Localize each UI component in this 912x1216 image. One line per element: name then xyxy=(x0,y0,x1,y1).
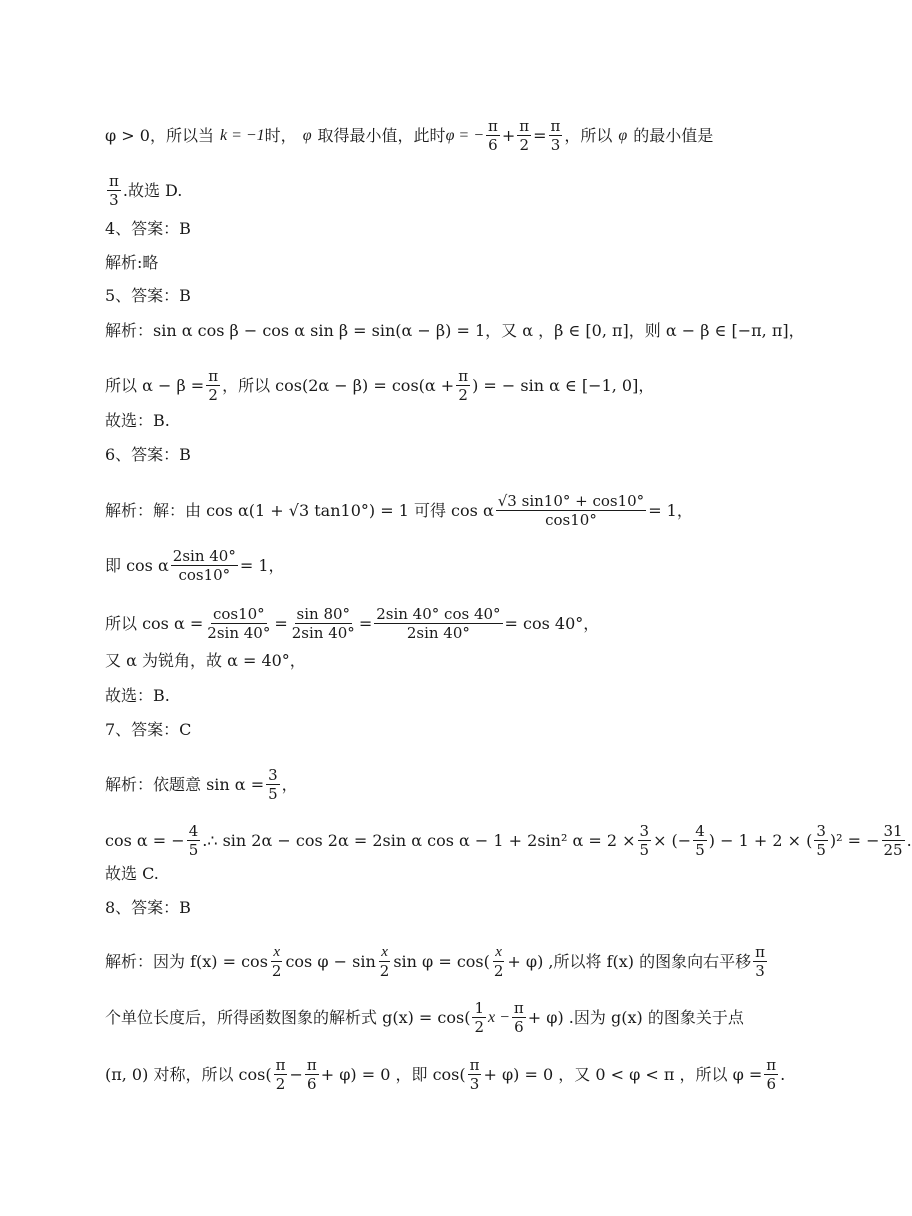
text: 解析：解：由 cos α(1 + √3 tan10°) = 1 可得 cos α xyxy=(105,500,494,520)
q3-solution-line-2 xyxy=(105,172,755,209)
text: = cos 40°， xyxy=(504,613,600,633)
q8-line-3 xyxy=(105,1056,786,1093)
fraction: $\frac{\sin 80^\circ}{2\sin 40^\circ}$ xyxy=(291,605,355,642)
q8-line-2 xyxy=(105,999,755,1036)
text: × (− xyxy=(653,830,692,850)
math: φ xyxy=(302,126,312,144)
text: cos φ − sin xyxy=(285,951,376,971)
fraction: $\frac{31}{25}$ xyxy=(883,822,903,859)
text: .故选 D. xyxy=(122,180,183,200)
q3-solution-line-1 xyxy=(105,117,755,154)
q7-line-1 xyxy=(105,766,755,803)
text: ) − 1 + 2 × ( xyxy=(708,830,813,850)
text: = xyxy=(358,613,373,633)
q4-explanation: 解析:略 xyxy=(105,253,159,272)
text: x − xyxy=(488,1008,510,1026)
fraction: $\frac{1}{2}$ xyxy=(474,999,485,1036)
fraction: $\frac{\pi}{3}$ xyxy=(109,172,119,209)
text: + φ) ,所以将 f(x) 的图象向右平移 xyxy=(507,951,752,971)
fraction: $\frac{\pi}{6}$ xyxy=(766,1056,777,1093)
fraction: $\frac{2\sin 40^\circ \cos 40^\circ}{2\sin 40^\circ}$ xyxy=(376,605,501,642)
fraction: $\frac{\pi}{6}$ xyxy=(513,999,524,1036)
fraction: $\frac{x}{2}$ xyxy=(493,944,504,980)
fraction: $\frac{\pi}{3}$ xyxy=(469,1056,480,1093)
fraction: $\frac{\pi}{2}$ xyxy=(275,1056,286,1093)
text: . xyxy=(780,1064,786,1084)
q4-answer: 4、答案：B xyxy=(105,219,191,238)
text: . xyxy=(906,830,912,850)
text: φ > 0，所以当 xyxy=(105,125,214,145)
q7-line-3: 故选 C. xyxy=(105,864,159,883)
q7-answer: 7、答案：C xyxy=(105,720,192,739)
text: 所以 α − β = xyxy=(105,375,205,395)
q6-line-1 xyxy=(105,492,755,529)
text: + φ) .因为 g(x) 的图象关于点 xyxy=(527,1007,744,1027)
text: = 1， xyxy=(239,555,285,575)
fraction: $\frac{\cos 10^\circ}{2\sin 40^\circ}$ xyxy=(207,605,271,642)
q5-answer: 5、答案：B xyxy=(105,286,191,305)
math: φ = − xyxy=(445,126,485,144)
text: − xyxy=(289,1064,303,1084)
text: ， xyxy=(281,774,298,794)
text: 所以 cos α = xyxy=(105,613,204,633)
fraction: $\frac{\pi}{6}$ xyxy=(488,117,498,154)
fraction: $\frac{\pi}{6}$ xyxy=(306,1056,317,1093)
text: sin φ = cos( xyxy=(393,951,490,971)
text: ) = − sin α ∈ [−1, 0]， xyxy=(472,375,655,395)
fraction: $\frac{\pi}{2}$ xyxy=(458,367,469,404)
text: 解析：因为 f(x) = cos xyxy=(105,951,268,971)
text: 取得最小值，此时 xyxy=(317,125,446,145)
text: cos α = − xyxy=(105,830,185,850)
q6-line-4: 又 α 为锐角，故 α = 40°， xyxy=(105,651,306,670)
q6-line-2 xyxy=(105,547,755,584)
text: 即 cos α xyxy=(105,555,169,575)
q5-line-2 xyxy=(105,367,755,404)
q7-line-2 xyxy=(105,822,912,859)
math: = xyxy=(533,125,547,145)
fraction: $\frac{3}{5}$ xyxy=(639,822,650,859)
math: k = −1 xyxy=(219,126,265,144)
text: + φ) = 0 ，即 cos( xyxy=(320,1064,466,1084)
fraction: $\frac{x}{2}$ xyxy=(379,944,390,980)
fraction: $\frac{\pi}{2}$ xyxy=(519,117,530,154)
q6-line-3 xyxy=(105,605,755,642)
fraction: $\frac{\pi}{2}$ xyxy=(208,367,219,404)
math: φ xyxy=(618,126,628,144)
text: .∴ sin 2α − cos 2α = 2sin α cos α − 1 + 2sin² α = 2 × xyxy=(202,830,636,850)
math: + xyxy=(501,125,516,145)
fraction: $\frac{4}{5}$ xyxy=(695,822,705,859)
fraction: $\frac{\pi}{3}$ xyxy=(755,943,765,980)
q5-line-1: 解析：sin α cos β − cos α sin β = sin(α − β) = 1，又 α ，β ∈ [0, π]，则 α − β ∈ [−π, π]， xyxy=(105,321,805,340)
text: ，所以 xyxy=(564,125,613,145)
fraction: $\frac{3}{5}$ xyxy=(268,766,278,803)
q6-answer: 6、答案：B xyxy=(105,445,191,464)
q6-line-5: 故选：B. xyxy=(105,686,170,705)
text: ，所以 cos(2α − β) = cos(α + xyxy=(222,375,455,395)
fraction: $\frac{x}{2}$ xyxy=(271,944,282,980)
q8-answer: 8、答案：B xyxy=(105,898,191,917)
text: 个单位长度后，所得函数图象的解析式 g(x) = cos( xyxy=(105,1007,471,1027)
text: 时， xyxy=(264,125,297,145)
text: = 1， xyxy=(648,500,693,520)
text: )² = − xyxy=(829,830,880,850)
fraction: $\frac{√3 \sin 10^\circ + \cos 10^\circ}{\cos 10^\circ}$ xyxy=(497,492,645,529)
fraction: $\frac{4}{5}$ xyxy=(188,822,199,859)
fraction: $\frac{3}{5}$ xyxy=(816,822,826,859)
text: 的最小值是 xyxy=(633,125,714,145)
fraction: $\frac{\pi}{3}$ xyxy=(550,117,561,154)
fraction: $\frac{2\sin 40^\circ}{\cos 10^\circ}$ xyxy=(172,547,236,584)
text: = xyxy=(274,613,288,633)
q5-line-3: 故选：B. xyxy=(105,411,170,430)
text: 解析：依题意 sin α = xyxy=(105,774,265,794)
q8-line-1 xyxy=(105,943,765,980)
text: (π, 0) 对称，所以 cos( xyxy=(105,1064,272,1084)
text: + φ) = 0 ，又 0 < φ < π ，所以 φ = xyxy=(483,1064,763,1084)
